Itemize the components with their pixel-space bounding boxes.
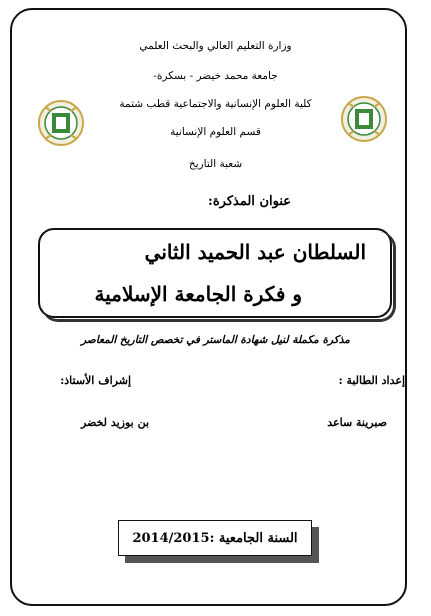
thesis-subtitle: مذكرة مكملة لنيل شهادة الماستر في تخصص التاريخ المعاصر: [81, 334, 350, 346]
supervisor-label: إشراف الأستاذ:: [60, 374, 131, 387]
memo-title-label: عنوان المذكرة:: [208, 194, 291, 209]
university-name: جامعة محمد خيضر - بسكرة-: [153, 70, 278, 82]
branch-name: شعبة التاريخ: [188, 158, 243, 170]
faculty-name: كلية العلوم الإنسانية والاجتماعية قطب شتمة: [119, 98, 312, 110]
thesis-title-box: [38, 228, 392, 318]
student-name: صبرينة ساعد: [327, 416, 387, 429]
thesis-title-line2: و فكرة الجامعة الإسلامية: [94, 282, 302, 306]
ministry-name: وزارة التعليم العالي والبحث العلمي: [139, 40, 292, 52]
prepared-by-label: إعداد الطالبة :: [338, 374, 405, 387]
academic-year-box: [118, 520, 312, 556]
supervisor-name: بن بوزيد لخضر: [80, 416, 149, 429]
academic-year: السنة الجامعية :2014/2015: [132, 530, 298, 546]
department-name: قسم العلوم الإنسانية: [170, 126, 261, 138]
thesis-title-line1: السلطان عبد الحميد الثاني: [144, 240, 366, 264]
